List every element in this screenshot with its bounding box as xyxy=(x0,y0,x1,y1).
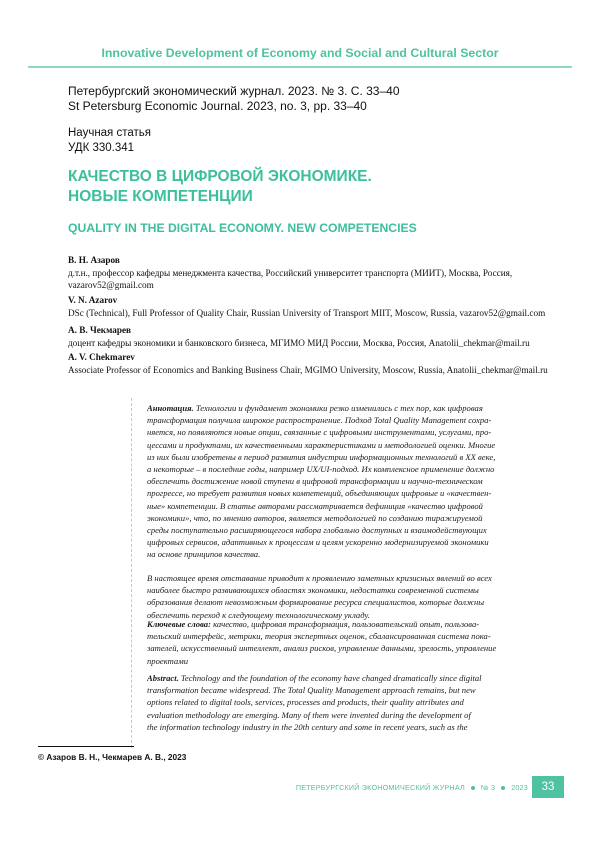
abstract-line: обеспечить переход к следующему технологическому укладу. xyxy=(147,609,370,620)
author-block-ru-1 xyxy=(68,254,558,292)
page-footer xyxy=(284,783,528,792)
page-number: 33 xyxy=(532,776,564,798)
abstract-label: Abstract. xyxy=(147,673,179,683)
keywords-line: зателей, искусственный интеллект, анализ рисков, управление данными, зрелость, управление xyxy=(147,643,497,654)
author-block-ru-2 xyxy=(68,324,558,349)
keywords-line: Ключевые слова: качество, цифровая трансформация, пользовательский опыт, пользова- xyxy=(147,619,480,629)
abstract-line: среды поступательно расширяющегося набора глобально доступных и взаимодействующих xyxy=(147,525,487,536)
bullet-icon xyxy=(471,786,475,790)
abstract-line: няется, но появляются новые опции, связанные с цифровыми инструментами, услугами, про- xyxy=(147,427,492,438)
abstract-line: на основе принципов качества. xyxy=(147,549,261,560)
abstract-line: цессами и продуктами, их качественными характеристиками и методологией оценки. Многие xyxy=(147,439,496,450)
keywords-line: проектами xyxy=(147,655,189,666)
running-head: Innovative Development of Economy and Social and Cultural Sector xyxy=(101,46,499,60)
footer-issue: № 3 xyxy=(480,783,496,792)
abstract-line: цифровых сервисов, адаптивных к процессам и целям ускоренно модернизируемой экономики xyxy=(147,537,489,548)
author-affiliation: DSc (Technical), Full Professor of Quality Chair, Russian University of Transport MIIT, Moscow, Russia, vazarov52@gmail.com xyxy=(68,307,546,318)
abstract-line: В настоящее время отставание приводит к проявлению заметных кризисных явлений во всех xyxy=(147,573,492,583)
footer-journal: ПЕТЕРБУРГСКИЙ ЭКОНОМИЧЕСКИЙ ЖУРНАЛ xyxy=(295,783,465,792)
author-name: V. N. Azarov xyxy=(68,295,118,305)
abstract-ru-paragraph-2 xyxy=(147,572,535,621)
abstract-line: образования делают невозможным формирование ресурса специалистов, которые должны xyxy=(147,597,485,608)
keywords-line: тельский интерфейс, метрики, теория экспертных оценок, сбалансированная система пока- xyxy=(147,631,491,642)
author-affiliation: д.т.н., профессор кафедры менеджмента качества, Российский университет транспорта (МИИТ), Москва, Россия, xyxy=(68,267,513,278)
abstract-line: Аннотация. Технологии и фундамент экономики резко изменились с тех пор, как цифровая xyxy=(147,403,483,413)
abstract-line: ные» компетенции. В статье авторами рассматривается дефиниция «качество цифровой xyxy=(147,500,483,511)
citation-ru: Петербургский экономический журнал. 2023. № 3. С. 33–40 xyxy=(68,84,400,98)
abstract-en xyxy=(147,672,535,733)
abstract-line: экономики», что, по мнению авторов, является методологией по созданию тиражируемой xyxy=(147,512,483,523)
bullet-icon xyxy=(501,786,505,790)
author-name: А. В. Чекмарев xyxy=(68,325,132,335)
abstract-line: the information technology industry in the 20th century and some in recent years, such as the xyxy=(147,721,468,732)
udc-code: УДК 330.341 xyxy=(68,142,135,154)
abstract-line: обеспечить достижение новой ступени в цифровой трансформации и научно-техническом xyxy=(147,476,483,487)
abstract-line: наиболее быстро развивающихся областях экономики, недостатки современной системы xyxy=(147,585,479,596)
abstract-line: Abstract. Technology and the foundation of the economy have changed dramatically since digital xyxy=(147,673,482,683)
abstract-line: а некоторые – в последние годы, например UX/UI-подход. Их комплексное применение должно xyxy=(147,464,495,475)
abstract-label: Аннотация. xyxy=(147,403,194,413)
article-type: Научная статья xyxy=(68,127,151,139)
abstract-line: options related to digital tools, services, processes and products, their quality attributes and xyxy=(147,697,464,708)
keywords-label: Ключевые слова: xyxy=(147,619,211,629)
author-block-en-1 xyxy=(68,294,558,319)
title-ru-line-1: КАЧЕСТВО В ЦИФРОВОЙ ЭКОНОМИКЕ. xyxy=(68,168,372,185)
author-block-en-2 xyxy=(68,351,558,376)
footer-year: 2023 xyxy=(511,783,528,792)
title-ru-line-2: НОВЫЕ КОМПЕТЕНЦИИ xyxy=(68,188,253,205)
author-email[interactable]: vazarov52@gmail.com xyxy=(68,280,154,290)
footnote-rule xyxy=(38,746,134,747)
keywords-ru xyxy=(147,618,535,667)
copyright-notice: © Азаров В. Н., Чекмарев А. В., 2023 xyxy=(38,752,187,762)
abstract-line: трансформация получила широкое распространение. Подход Total Quality Management сохра- xyxy=(147,415,492,426)
title-ru xyxy=(68,167,528,207)
author-affiliation: Associate Professor of Economics and Banking Business Chair, MGIMO University, Moscow, Russia, Anatolii_chekmar@mail.ru xyxy=(68,364,548,375)
citation-en: St Petersburg Economic Journal. 2023, no. 3, pp. 33–40 xyxy=(68,99,367,113)
abstract-line: evaluation methodology are emerging. Many of them were invented during the development of xyxy=(147,709,471,720)
abstract-ru xyxy=(147,402,535,561)
abstract-line: прогрессе, но требует развития новых компетенций, объединяющих цифровые и «качествен- xyxy=(147,488,492,499)
abstract-line: transformation became widespread. The Total Quality Management approach remains, but new xyxy=(147,685,476,696)
title-en: QUALITY IN THE DIGITAL ECONOMY. NEW COMPETENCIES xyxy=(68,221,417,235)
author-affiliation: доцент кафедры экономики и банковского бизнеса, МГИМО МИД России, Москва, Россия, Anatolii_chekmar@mail.ru xyxy=(68,337,530,348)
header-rule xyxy=(28,66,572,68)
author-name: В. Н. Азаров xyxy=(68,255,120,265)
author-name: A. V. Chekmarev xyxy=(68,352,135,362)
abstract-line: из них были изобретены в период развития индустрии информационных технологий в XX веке, xyxy=(147,451,496,462)
